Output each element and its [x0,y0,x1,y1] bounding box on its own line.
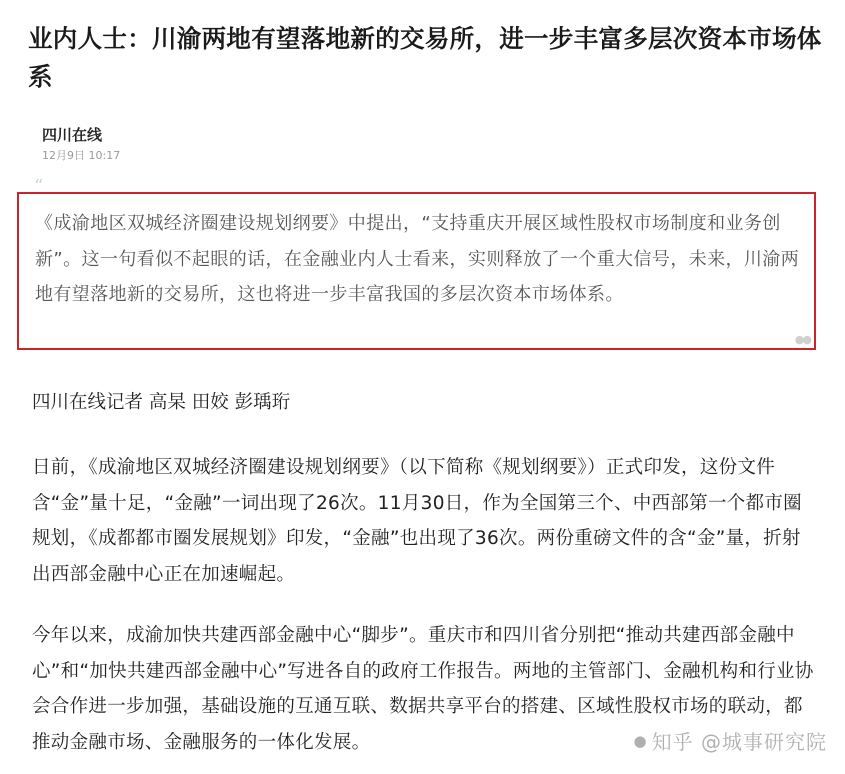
article-paragraph: 今年以来，成渝加快共建西部金融中心“脚步”。重庆市和四川省分别把“推动共建西部金融中心”和“加快共建西部金融中心”写进各自的政府工作报告。两地的主管部门、金融机构和行业协会合作进一步加强，基础设施的互通互联、数据共享平台的搭建、区域性股权市场的联动，都推动金融市场、金融服务的一体化发展。 [32,625,814,753]
quote-text: 《成渝地区双城经济圈建设规划纲要》中提出，“支持重庆开展区域性股权市场制度和业务创新”。这一句看似不起眼的话，在金融业内人士看来，实则释放了一个重大信号，未来，川渝两地有望落地新的交易所，这也将进一步丰富我国的多层次资本市场体系。 [35,213,800,305]
quote-close-mark-icon: ●● [794,333,810,346]
article-source[interactable]: 四川在线 [42,126,103,144]
highlighted-quote-box [17,192,816,350]
quote-open-mark-icon: “ [34,176,44,197]
article-paragraph: 日前，《成渝地区双城经济圈建设规划纲要》（以下简称《规划纲要》）正式印发，这份文件含“金”量十足，“金融”一词出现了26次。11月30日，作为全国第三个、中西部第一个都市圈规划，《成都都市圈发展规划》印发，“金融”也出现了36次。两份重磅文件的含“金”量，折射出西部金融中心正在加速崛起。 [32,457,802,585]
publish-time: 12月9日 10:17 [42,149,121,162]
zhihu-watermark [634,726,827,755]
reporter-byline: 四川在线记者 高杲 田姣 彭瑀珩 [32,392,291,413]
article-title: 业内人士：川渝两地有望落地新的交易所，进一步丰富多层次资本市场体系 [28,24,822,91]
watermark-text: 知乎 @城事研究院 [651,730,827,754]
zhihu-watermark-icon: ● [633,731,648,750]
